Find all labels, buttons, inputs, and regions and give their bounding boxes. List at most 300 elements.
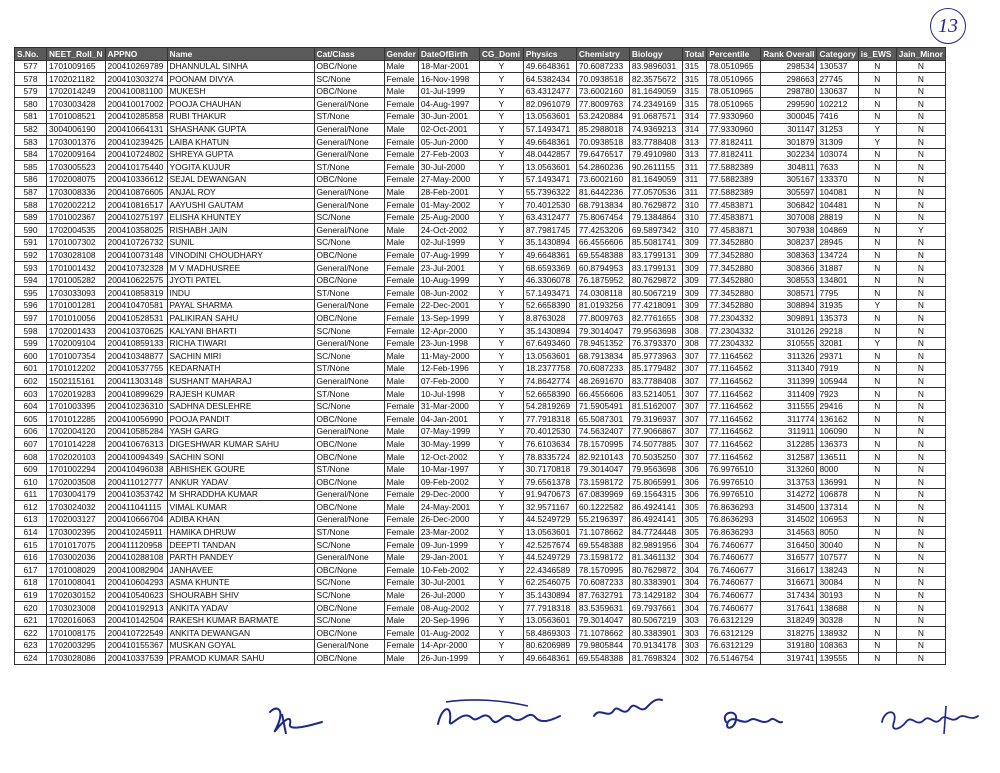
cell-category-class: OBC/None bbox=[314, 413, 384, 426]
cell-jain-minority: N bbox=[896, 85, 945, 98]
cell-physics: 46.3306078 bbox=[523, 274, 576, 287]
table-row bbox=[15, 413, 946, 426]
cell-chemistry: 73.6002160 bbox=[576, 85, 629, 98]
cell-biology: 84.7724448 bbox=[629, 526, 682, 539]
cell-chemistry: 74.5632407 bbox=[576, 425, 629, 438]
cell-category-rank: 28945 bbox=[817, 236, 858, 249]
cell-total: 309 bbox=[682, 287, 706, 300]
cell-rank-overall: 311409 bbox=[761, 388, 817, 401]
cell-cg-domicile: Y bbox=[479, 589, 523, 602]
cell-date-of-birth: 11-May-2000 bbox=[418, 350, 479, 363]
cell-category-rank: 138243 bbox=[817, 564, 858, 577]
cell-gender: Female bbox=[384, 249, 418, 262]
cell-name: RICHA TIWARI bbox=[167, 337, 314, 350]
cell-total: 308 bbox=[682, 337, 706, 350]
cell-name: SHOURABH SHIV bbox=[167, 589, 314, 602]
cell-sno: 601 bbox=[15, 362, 47, 375]
cell-neet-roll: 1701001281 bbox=[47, 299, 106, 312]
cell-rank-overall: 304811 bbox=[761, 161, 817, 174]
cell-neet-roll: 1702016063 bbox=[47, 614, 106, 627]
table-row bbox=[15, 513, 946, 526]
cell-category-rank: 31253 bbox=[817, 123, 858, 136]
cell-physics: 68.6593369 bbox=[523, 262, 576, 275]
cell-jain-minority: N bbox=[896, 60, 945, 73]
cell-jain-minority: N bbox=[896, 539, 945, 552]
cell-percentile: 76.8636293 bbox=[707, 513, 761, 526]
cell-appno: 200410358025 bbox=[105, 224, 167, 237]
cell-chemistry: 54.2860236 bbox=[576, 161, 629, 174]
cell-gender: Female bbox=[384, 539, 418, 552]
cell-biology: 80.3383901 bbox=[629, 576, 682, 589]
cell-chemistry: 71.1078662 bbox=[576, 627, 629, 640]
cell-biology: 79.9563698 bbox=[629, 325, 682, 338]
cell-gender: Male bbox=[384, 388, 418, 401]
cell-neet-roll: 1701007354 bbox=[47, 350, 106, 363]
signature-4 bbox=[716, 704, 786, 740]
cell-physics: 44.5249729 bbox=[523, 551, 576, 564]
cell-sno: 615 bbox=[15, 539, 47, 552]
cell-sno: 619 bbox=[15, 589, 47, 602]
cell-category-rank: 7919 bbox=[817, 362, 858, 375]
cell-rank-overall: 307938 bbox=[761, 224, 817, 237]
cell-total: 302 bbox=[682, 652, 706, 665]
cell-date-of-birth: 10-Mar-1997 bbox=[418, 463, 479, 476]
cell-jain-minority: N bbox=[896, 287, 945, 300]
cell-date-of-birth: 30-May-1999 bbox=[418, 438, 479, 451]
table-row bbox=[15, 98, 946, 111]
cell-category-rank: 30193 bbox=[817, 589, 858, 602]
cell-total: 304 bbox=[682, 589, 706, 602]
cell-cg-domicile: Y bbox=[479, 501, 523, 514]
cell-category-class: SC/None bbox=[314, 236, 384, 249]
cell-gender: Male bbox=[384, 375, 418, 388]
cell-category-class: ST/None bbox=[314, 110, 384, 123]
cell-category-rank: 30040 bbox=[817, 539, 858, 552]
cell-jain-minority: N bbox=[896, 425, 945, 438]
cell-biology: 86.4924141 bbox=[629, 501, 682, 514]
cell-rank-overall: 302234 bbox=[761, 148, 817, 161]
cell-chemistry: 77.8009763 bbox=[576, 312, 629, 325]
table-row bbox=[15, 249, 946, 262]
cell-neet-roll: 1701001432 bbox=[47, 262, 106, 275]
cell-total: 308 bbox=[682, 312, 706, 325]
cell-appno: 200410239425 bbox=[105, 136, 167, 149]
cell-category-class: General/None bbox=[314, 224, 384, 237]
table-row bbox=[15, 123, 946, 136]
cell-gender: Female bbox=[384, 148, 418, 161]
cell-neet-roll: 1701003395 bbox=[47, 400, 106, 413]
cell-sno: 611 bbox=[15, 488, 47, 501]
cell-cg-domicile: Y bbox=[479, 136, 523, 149]
table-row bbox=[15, 388, 946, 401]
cell-cg-domicile: Y bbox=[479, 488, 523, 501]
cell-neet-roll: 1702008075 bbox=[47, 173, 106, 186]
cell-category-class: General/None bbox=[314, 299, 384, 312]
cell-total: 307 bbox=[682, 438, 706, 451]
cell-neet-roll: 1702014249 bbox=[47, 85, 106, 98]
cell-gender: Female bbox=[384, 274, 418, 287]
cell-rank-overall: 316617 bbox=[761, 564, 817, 577]
cell-sno: 598 bbox=[15, 325, 47, 338]
cell-gender: Female bbox=[384, 413, 418, 426]
cell-total: 314 bbox=[682, 123, 706, 136]
cell-name: YASH GARG bbox=[167, 425, 314, 438]
cell-sno: 593 bbox=[15, 262, 47, 275]
cell-gender: Male bbox=[384, 85, 418, 98]
cell-biology: 74.2349169 bbox=[629, 98, 682, 111]
cell-physics: 42.5257674 bbox=[523, 539, 576, 552]
cell-sno: 579 bbox=[15, 85, 47, 98]
cell-appno: 200410192913 bbox=[105, 602, 167, 615]
cell-is-ews: Y bbox=[858, 299, 896, 312]
cell-category-class: SC/None bbox=[314, 589, 384, 602]
column-header-jain-minority: Jain_Minor bbox=[896, 48, 945, 61]
cell-rank-overall: 317434 bbox=[761, 589, 817, 602]
cell-percentile: 77.8182411 bbox=[707, 136, 761, 149]
cell-appno: 200410540623 bbox=[105, 589, 167, 602]
cell-appno: 200410666704 bbox=[105, 513, 167, 526]
column-header-rank-overall: Rank Overall bbox=[761, 48, 817, 61]
table-row bbox=[15, 148, 946, 161]
cell-cg-domicile: Y bbox=[479, 186, 523, 199]
cell-is-ews: N bbox=[858, 564, 896, 577]
cell-neet-roll: 1702009104 bbox=[47, 337, 106, 350]
cell-physics: 35.1430894 bbox=[523, 236, 576, 249]
cell-total: 307 bbox=[682, 400, 706, 413]
cell-category-rank: 130537 bbox=[817, 60, 858, 73]
cell-date-of-birth: 10-Feb-2002 bbox=[418, 564, 479, 577]
cell-cg-domicile: Y bbox=[479, 325, 523, 338]
cell-percentile: 76.7460677 bbox=[707, 602, 761, 615]
cell-percentile: 77.4583871 bbox=[707, 199, 761, 212]
column-header-is-ews: is_EWS bbox=[858, 48, 896, 61]
cell-chemistry: 48.2691670 bbox=[576, 375, 629, 388]
cell-date-of-birth: 01-Aug-2002 bbox=[418, 627, 479, 640]
cell-category-class: OBC/None bbox=[314, 312, 384, 325]
cell-is-ews: N bbox=[858, 312, 896, 325]
cell-cg-domicile: Y bbox=[479, 199, 523, 212]
table-row bbox=[15, 325, 946, 338]
cell-biology: 83.1799131 bbox=[629, 249, 682, 262]
cell-total: 307 bbox=[682, 425, 706, 438]
cell-biology: 83.7788408 bbox=[629, 136, 682, 149]
cell-cg-domicile: Y bbox=[479, 564, 523, 577]
cell-cg-domicile: Y bbox=[479, 539, 523, 552]
cell-percentile: 77.5882389 bbox=[707, 173, 761, 186]
cell-biology: 91.0687571 bbox=[629, 110, 682, 123]
cell-category-class: OBC/None bbox=[314, 274, 384, 287]
cell-neet-roll: 1701010056 bbox=[47, 312, 106, 325]
cell-total: 303 bbox=[682, 614, 706, 627]
cell-physics: 49.6648361 bbox=[523, 60, 576, 73]
table-row bbox=[15, 476, 946, 489]
cell-cg-domicile: Y bbox=[479, 73, 523, 86]
cell-total: 309 bbox=[682, 299, 706, 312]
table-row bbox=[15, 488, 946, 501]
cell-name: KALYANI BHARTI bbox=[167, 325, 314, 338]
cell-category-rank: 136162 bbox=[817, 413, 858, 426]
cell-rank-overall: 311911 bbox=[761, 425, 817, 438]
cell-name: RUBI THAKUR bbox=[167, 110, 314, 123]
cell-appno: 200410676313 bbox=[105, 438, 167, 451]
cell-jain-minority: N bbox=[896, 173, 945, 186]
cell-percentile: 77.1164562 bbox=[707, 388, 761, 401]
cell-biology: 79.9563698 bbox=[629, 463, 682, 476]
cell-physics: 57.1493471 bbox=[523, 287, 576, 300]
column-header-appno: APPNO bbox=[105, 48, 167, 61]
cell-biology: 81.1649059 bbox=[629, 173, 682, 186]
cell-appno: 200411041115 bbox=[105, 501, 167, 514]
cell-cg-domicile: Y bbox=[479, 312, 523, 325]
cell-sno: 602 bbox=[15, 375, 47, 388]
cell-biology: 77.0570536 bbox=[629, 186, 682, 199]
cell-jain-minority: N bbox=[896, 526, 945, 539]
cell-sno: 596 bbox=[15, 299, 47, 312]
cell-chemistry: 68.7913834 bbox=[576, 350, 629, 363]
cell-category-rank: 31887 bbox=[817, 262, 858, 275]
cell-physics: 13.0563601 bbox=[523, 350, 576, 363]
cell-appno: 200410348877 bbox=[105, 350, 167, 363]
cell-appno: 200410245911 bbox=[105, 526, 167, 539]
cell-name: RAJESH KUMAR bbox=[167, 388, 314, 401]
cell-date-of-birth: 05-Jun-2000 bbox=[418, 136, 479, 149]
cell-name: RISHABH JAIN bbox=[167, 224, 314, 237]
cell-category-class: OBC/None bbox=[314, 438, 384, 451]
cell-neet-roll: 1702003295 bbox=[47, 639, 106, 652]
cell-gender: Female bbox=[384, 337, 418, 350]
cell-date-of-birth: 28-Feb-2001 bbox=[418, 186, 479, 199]
cell-date-of-birth: 27-May-2000 bbox=[418, 173, 479, 186]
cell-sno: 603 bbox=[15, 388, 47, 401]
cell-chemistry: 60.1222582 bbox=[576, 501, 629, 514]
cell-physics: 30.7170818 bbox=[523, 463, 576, 476]
cell-biology: 74.5077885 bbox=[629, 438, 682, 451]
cell-total: 307 bbox=[682, 413, 706, 426]
cell-neet-roll: 1702004535 bbox=[47, 224, 106, 237]
cell-category-class: ST/None bbox=[314, 388, 384, 401]
cell-is-ews: N bbox=[858, 224, 896, 237]
cell-jain-minority: N bbox=[896, 639, 945, 652]
cell-date-of-birth: 26-Jul-2000 bbox=[418, 589, 479, 602]
cell-is-ews: Y bbox=[858, 123, 896, 136]
cell-rank-overall: 316671 bbox=[761, 576, 817, 589]
cell-is-ews: N bbox=[858, 652, 896, 665]
cell-physics: 57.1493471 bbox=[523, 173, 576, 186]
cell-sno: 613 bbox=[15, 513, 47, 526]
cell-name: ANJAL ROY bbox=[167, 186, 314, 199]
cell-rank-overall: 301147 bbox=[761, 123, 817, 136]
table-row bbox=[15, 602, 946, 615]
cell-physics: 62.2546075 bbox=[523, 576, 576, 589]
cell-date-of-birth: 16-Nov-1998 bbox=[418, 73, 479, 86]
cell-name: INDU bbox=[167, 287, 314, 300]
cell-appno: 200410859133 bbox=[105, 337, 167, 350]
cell-percentile: 77.3452880 bbox=[707, 299, 761, 312]
cell-total: 313 bbox=[682, 148, 706, 161]
cell-name: SEJAL DEWANGAN bbox=[167, 173, 314, 186]
cell-neet-roll: 1702003127 bbox=[47, 513, 106, 526]
cell-neet-roll: 1703002395 bbox=[47, 526, 106, 539]
cell-cg-domicile: Y bbox=[479, 652, 523, 665]
cell-appno: 200410236310 bbox=[105, 400, 167, 413]
cell-category-class: SC/None bbox=[314, 73, 384, 86]
cell-biology: 80.7629872 bbox=[629, 274, 682, 287]
cell-name: POOJA PANDIT bbox=[167, 413, 314, 426]
cell-rank-overall: 307008 bbox=[761, 211, 817, 224]
cell-total: 306 bbox=[682, 476, 706, 489]
cell-category-rank: 106090 bbox=[817, 425, 858, 438]
cell-neet-roll: 1701002367 bbox=[47, 211, 106, 224]
cell-physics: 76.6103634 bbox=[523, 438, 576, 451]
cell-chemistry: 67.0839969 bbox=[576, 488, 629, 501]
table-row bbox=[15, 337, 946, 350]
cell-neet-roll: 1703028108 bbox=[47, 249, 106, 262]
cell-category-class: SC/None bbox=[314, 350, 384, 363]
cell-physics: 80.6206989 bbox=[523, 639, 576, 652]
column-header-chemistry: Chemistry bbox=[576, 48, 629, 61]
cell-gender: Female bbox=[384, 161, 418, 174]
table-row bbox=[15, 589, 946, 602]
cell-neet-roll: 1701017075 bbox=[47, 539, 106, 552]
cell-percentile: 77.1164562 bbox=[707, 362, 761, 375]
cell-name: ELISHA KHUNTEY bbox=[167, 211, 314, 224]
cell-total: 307 bbox=[682, 451, 706, 464]
cell-physics: 35.1430894 bbox=[523, 589, 576, 602]
cell-neet-roll: 1701009165 bbox=[47, 60, 106, 73]
cell-jain-minority: N bbox=[896, 262, 945, 275]
table-row bbox=[15, 362, 946, 375]
cell-date-of-birth: 25-Aug-2000 bbox=[418, 211, 479, 224]
page-number-circle bbox=[930, 8, 966, 44]
cell-cg-domicile: Y bbox=[479, 161, 523, 174]
cell-gender: Female bbox=[384, 136, 418, 149]
cell-name: PALIKIRAN SAHU bbox=[167, 312, 314, 325]
cell-neet-roll: 1701008175 bbox=[47, 627, 106, 640]
cell-cg-domicile: Y bbox=[479, 425, 523, 438]
cell-rank-overall: 319741 bbox=[761, 652, 817, 665]
cell-cg-domicile: Y bbox=[479, 60, 523, 73]
cell-category-rank: 7416 bbox=[817, 110, 858, 123]
cell-percentile: 77.3452880 bbox=[707, 236, 761, 249]
cell-chemistry: 79.3014047 bbox=[576, 463, 629, 476]
cell-percentile: 77.9330960 bbox=[707, 110, 761, 123]
cell-category-rank: 31309 bbox=[817, 136, 858, 149]
cell-percentile: 77.4583871 bbox=[707, 224, 761, 237]
cell-percentile: 76.9976510 bbox=[707, 463, 761, 476]
cell-physics: 63.4312477 bbox=[523, 211, 576, 224]
cell-name: RAKESH KUMAR BARMATE bbox=[167, 614, 314, 627]
cell-cg-domicile: Y bbox=[479, 350, 523, 363]
cell-date-of-birth: 30-Jul-2000 bbox=[418, 161, 479, 174]
cell-physics: 44.5249729 bbox=[523, 513, 576, 526]
cell-percentile: 76.9976510 bbox=[707, 476, 761, 489]
cell-date-of-birth: 02-Jul-1999 bbox=[418, 236, 479, 249]
cell-category-rank: 130637 bbox=[817, 85, 858, 98]
cell-jain-minority: N bbox=[896, 123, 945, 136]
cell-physics: 52.6658390 bbox=[523, 299, 576, 312]
table-row bbox=[15, 576, 946, 589]
cell-physics: 32.9571167 bbox=[523, 501, 576, 514]
table-row bbox=[15, 375, 946, 388]
cell-category-rank: 135373 bbox=[817, 312, 858, 325]
cell-cg-domicile: Y bbox=[479, 224, 523, 237]
cell-appno: 200410876605 bbox=[105, 186, 167, 199]
cell-category-class: ST/None bbox=[314, 526, 384, 539]
cell-percentile: 78.0510965 bbox=[707, 85, 761, 98]
cell-category-rank: 104869 bbox=[817, 224, 858, 237]
cell-physics: 58.4869303 bbox=[523, 627, 576, 640]
table-row bbox=[15, 350, 946, 363]
cell-date-of-birth: 04-Aug-1997 bbox=[418, 98, 479, 111]
cell-chemistry: 66.4556606 bbox=[576, 236, 629, 249]
cell-jain-minority: N bbox=[896, 564, 945, 577]
cell-is-ews: Y bbox=[858, 136, 896, 149]
cell-date-of-birth: 30-Jun-2001 bbox=[418, 110, 479, 123]
cell-neet-roll: 1703005523 bbox=[47, 161, 106, 174]
cell-jain-minority: N bbox=[896, 602, 945, 615]
cell-cg-domicile: Y bbox=[479, 438, 523, 451]
table-row bbox=[15, 211, 946, 224]
cell-chemistry: 79.3014047 bbox=[576, 614, 629, 627]
cell-sno: 588 bbox=[15, 199, 47, 212]
cell-total: 304 bbox=[682, 576, 706, 589]
cell-category-class: General/None bbox=[314, 425, 384, 438]
cell-sno: 585 bbox=[15, 161, 47, 174]
cell-cg-domicile: Y bbox=[479, 476, 523, 489]
cell-name: ANKUR YADAV bbox=[167, 476, 314, 489]
cell-jain-minority: N bbox=[896, 186, 945, 199]
cell-biology: 79.4910980 bbox=[629, 148, 682, 161]
cell-is-ews: N bbox=[858, 325, 896, 338]
cell-neet-roll: 1703004179 bbox=[47, 488, 106, 501]
cell-gender: Male bbox=[384, 551, 418, 564]
cell-is-ews: N bbox=[858, 110, 896, 123]
cell-date-of-birth: 23-Jun-1998 bbox=[418, 337, 479, 350]
column-header-neet-roll: NEET_Roll_N bbox=[47, 48, 106, 61]
cell-neet-roll: 1702004120 bbox=[47, 425, 106, 438]
cell-date-of-birth: 12-Apr-2000 bbox=[418, 325, 479, 338]
cell-jain-minority: N bbox=[896, 438, 945, 451]
cell-chemistry: 87.7632791 bbox=[576, 589, 629, 602]
cell-biology: 82.3575672 bbox=[629, 73, 682, 86]
cell-cg-domicile: Y bbox=[479, 236, 523, 249]
cell-date-of-birth: 04-Jan-2001 bbox=[418, 413, 479, 426]
cell-rank-overall: 309891 bbox=[761, 312, 817, 325]
cell-name: M V MADHUSREE bbox=[167, 262, 314, 275]
cell-biology: 82.7761655 bbox=[629, 312, 682, 325]
cell-appno: 200410528531 bbox=[105, 312, 167, 325]
column-header-gender: Gender bbox=[384, 48, 418, 61]
cell-category-class: SC/None bbox=[314, 539, 384, 552]
cell-category-class: General/None bbox=[314, 375, 384, 388]
cell-neet-roll: 1701008041 bbox=[47, 576, 106, 589]
table-row bbox=[15, 60, 946, 73]
cell-total: 303 bbox=[682, 639, 706, 652]
cell-is-ews: N bbox=[858, 388, 896, 401]
cell-name: VINODINI CHOUDHARY bbox=[167, 249, 314, 262]
cell-category-class: General/None bbox=[314, 513, 384, 526]
cell-gender: Male bbox=[384, 476, 418, 489]
cell-chemistry: 60.8794953 bbox=[576, 262, 629, 275]
cell-neet-roll: 1703023008 bbox=[47, 602, 106, 615]
cell-is-ews: N bbox=[858, 576, 896, 589]
cell-sno: 595 bbox=[15, 287, 47, 300]
table-body bbox=[15, 60, 946, 665]
cell-jain-minority: N bbox=[896, 451, 945, 464]
cell-biology: 81.1649059 bbox=[629, 85, 682, 98]
table-row bbox=[15, 627, 946, 640]
cell-appno: 200410155367 bbox=[105, 639, 167, 652]
